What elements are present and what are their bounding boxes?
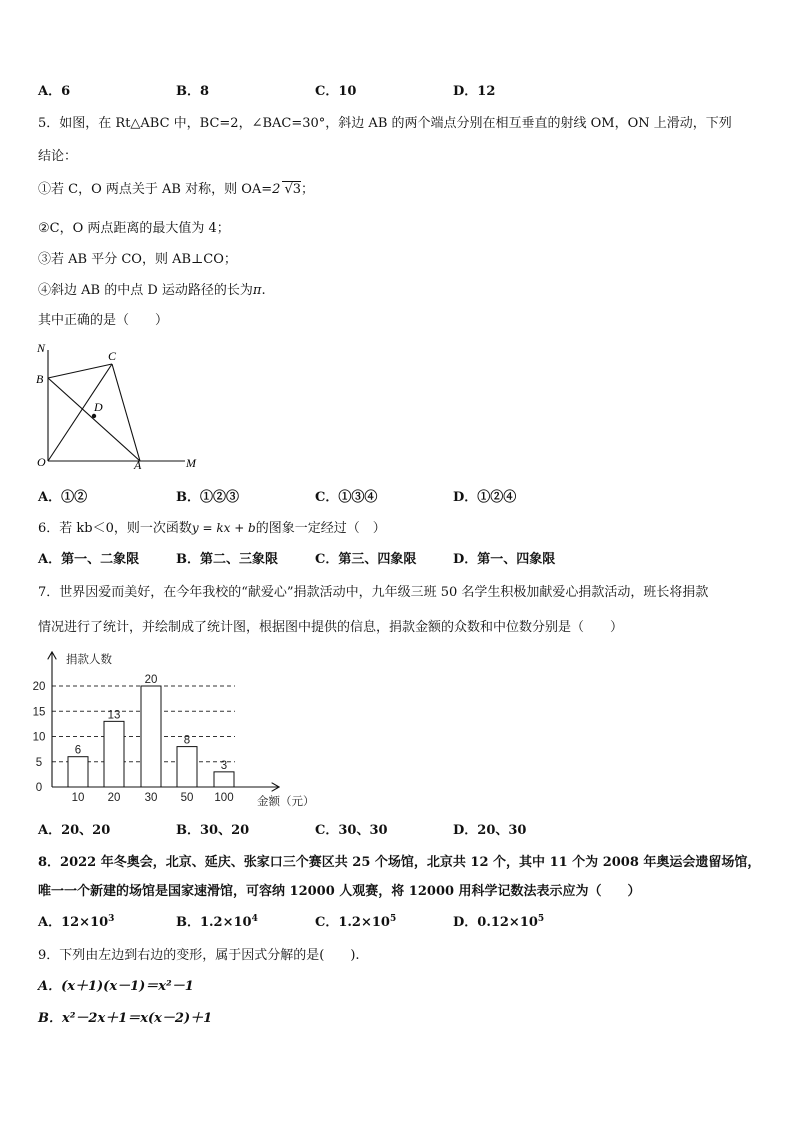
q5-statement-3: ③若 AB 平分 CO，则 AB⊥CO； <box>38 252 237 267</box>
q6-stem: 6．若 kb＜0，则一次函数y = kx + b的图象一定经过（ ） <box>38 521 386 536</box>
bar-30 <box>141 686 161 787</box>
x-axis-label: 金额（元） <box>257 796 315 808</box>
q9-option-b: B．x²－2x＋1＝x(x－2)＋1 <box>38 1011 213 1026</box>
label-c: C <box>108 349 117 363</box>
bar-10 <box>68 757 88 787</box>
q6-option-b: B．第二、三象限 <box>176 552 278 567</box>
y-tick-label: 10 <box>32 731 46 744</box>
bar-value-label: 8 <box>183 734 191 747</box>
q4-option-b: B．8 <box>176 84 210 99</box>
q5-figure <box>30 338 210 473</box>
bar-100 <box>214 772 234 787</box>
q5-option-a: A．①② <box>38 490 88 505</box>
q5-ask: 其中正确的是（ ） <box>38 313 169 328</box>
q5-stem-line2: 结论： <box>38 149 78 164</box>
q7-option-d: D．20、30 <box>453 823 527 838</box>
label-m: M <box>186 456 196 470</box>
q6-option-d: D．第一、四象限 <box>453 552 556 567</box>
bar-value-label: 13 <box>107 709 121 722</box>
q5-statement-4: ④斜边 AB 的中点 D 运动路径的长为π. <box>38 283 266 298</box>
bar-value-label: 3 <box>220 759 228 772</box>
q7-stem-line1: 7．世界因爱而美好，在今年我校的“献爱心”捐款活动中，九年级三班 50 名学生积极加献爱心捐款活动，班长将捐款 <box>38 585 709 600</box>
x-tick-label: 10 <box>71 792 85 804</box>
q4-option-c: C．10 <box>315 84 357 99</box>
segment-ca <box>112 364 140 461</box>
label-a: A <box>134 458 142 472</box>
q5-statement-1: ①若 C，O 两点关于 AB 对称，则 OA=2 √3； <box>38 182 315 197</box>
q9-option-a: A．(x＋1)(x－1)＝x²－1 <box>38 979 194 994</box>
q7-option-c: C．30、30 <box>315 823 388 838</box>
q9-stem: 9．下列由左边到右边的变形，属于因式分解的是( ). <box>38 948 360 963</box>
q5-option-c: C．①③④ <box>315 490 378 505</box>
q7-option-b: B．30、20 <box>176 823 250 838</box>
q6-option-c: C．第三、四象限 <box>315 552 417 567</box>
bar-50 <box>177 747 197 787</box>
bar-value-label: 6 <box>74 744 82 757</box>
label-o: O <box>37 455 46 469</box>
donation-bar-chart <box>30 645 340 815</box>
y-tick-label: 5 <box>35 756 43 769</box>
q8-option-b: B．$1.2\times 10^4$ <box>176 914 258 930</box>
q8-stem-line2: 唯一一个新建的场馆是国家速滑馆，可容纳 12000 人观赛，将 12000 用科学记数法表示应为（ ） <box>38 884 641 899</box>
x-tick-label: 20 <box>107 792 121 804</box>
q5-option-d: D．①②④ <box>453 490 517 505</box>
x-tick-label: 30 <box>144 792 158 804</box>
q8-option-d: D．$0.12\times 10^5$ <box>453 914 545 930</box>
q8-option-a: A．$12\times 10^3$ <box>38 914 115 930</box>
q5-statement-2: ②C，O 两点距离的最大值为 4； <box>38 221 230 236</box>
q4-option-d: D．12 <box>453 84 496 99</box>
q5-stem-line1: 5．如图，在 Rt△ABC 中，BC=2，∠BAC=30°，斜边 AB 的两个端点分别在相互垂直的射线 OM，ON 上滑动，下列 <box>38 116 732 131</box>
y-tick-label: 15 <box>32 706 46 719</box>
bar-value-label: 20 <box>144 674 158 686</box>
q8-stem-line1: 8．2022 年冬奥会，北京、延庆、张家口三个赛区共 25 个场馆，北京共 12 个，其中 11 个为 2008 年奥运会遗留场馆， <box>38 855 761 870</box>
q6-option-a: A．第一、二象限 <box>38 552 140 567</box>
q4-option-a: A．6 <box>38 84 71 99</box>
label-n: N <box>37 341 46 355</box>
q5-option-b: B．①②③ <box>176 490 239 505</box>
label-d: D <box>94 400 103 414</box>
label-b: B <box>36 372 44 386</box>
y-axis-label: 捐款人数 <box>66 654 112 666</box>
x-tick-label: 100 <box>214 792 234 804</box>
q7-option-a: A．20、20 <box>38 823 111 838</box>
q8-option-c: C．$1.2\times 10^5$ <box>315 914 397 930</box>
point-d <box>92 414 96 418</box>
x-tick-label: 50 <box>180 792 194 804</box>
y-tick-label: 0 <box>35 782 43 794</box>
bar-20 <box>104 721 124 787</box>
q7-stem-line2: 情况进行了统计，并绘制成了统计图，根据图中提供的信息，捐款金额的众数和中位数分别是（ ） <box>38 620 624 635</box>
y-tick-label: 20 <box>32 681 46 693</box>
segment-bc <box>48 364 112 378</box>
